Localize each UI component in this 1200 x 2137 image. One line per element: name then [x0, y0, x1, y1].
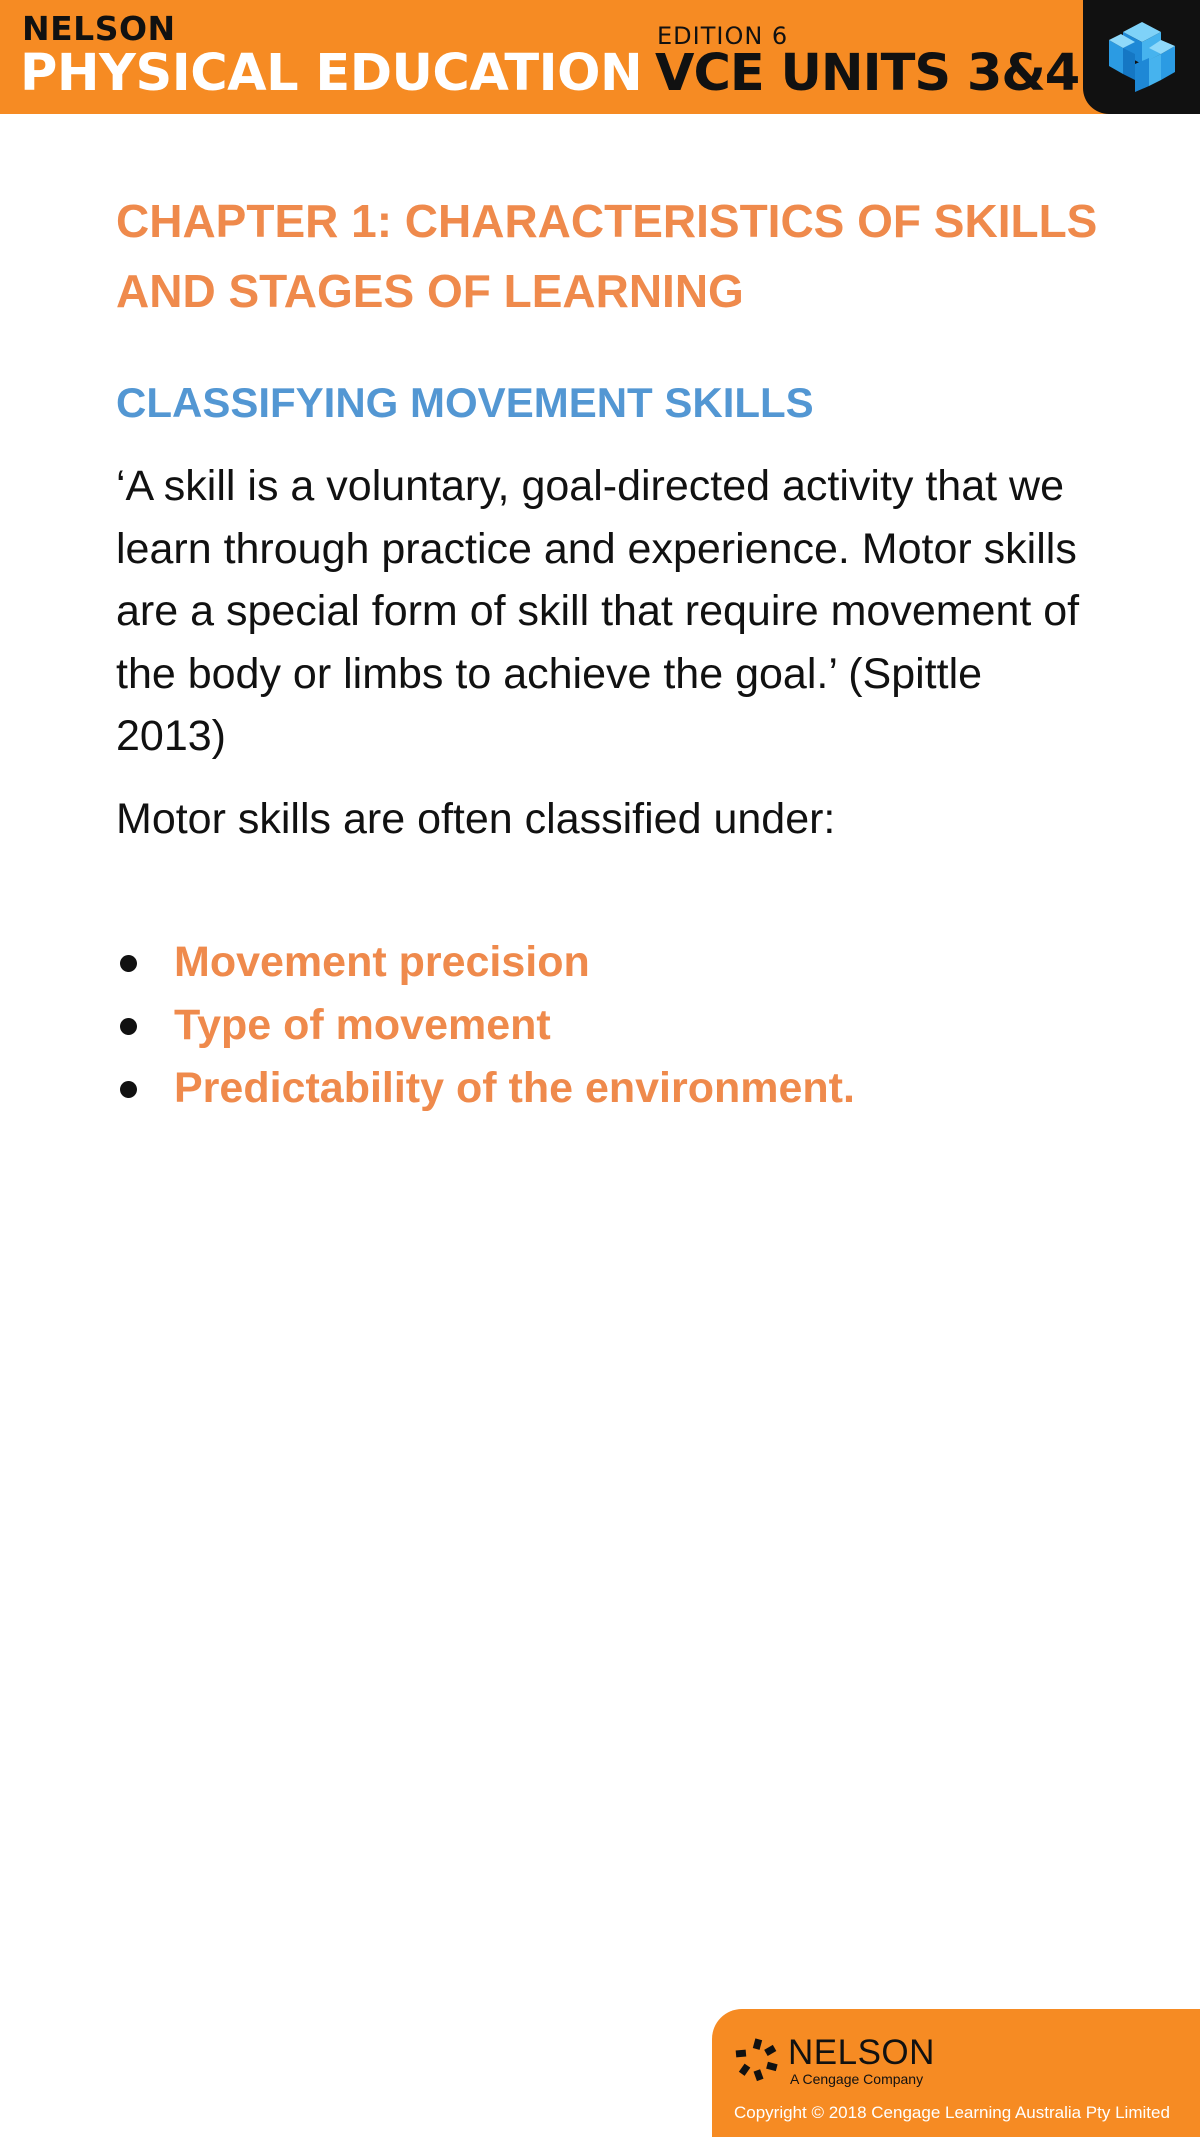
copyright-notice: Copyright © 2018 Cengage Learning Australia Pty Limited [734, 2103, 1170, 2122]
bullet-dot-icon [120, 1081, 137, 1098]
header-banner [0, 0, 1200, 114]
units-label: VCE UNITS 3&4 [655, 44, 1080, 103]
list-item [116, 1057, 855, 1120]
logo-box [1083, 0, 1200, 114]
nelson-sparkle-logo-icon [734, 2037, 782, 2083]
list-item-label: Predictability of the environment. [174, 1064, 855, 1112]
skill-definition-quote: ‘A skill is a voluntary, goal-directed activity that we learn through practice and experience. Motor skills are a special form of skill that require movement of the body or limbs to achieve the goal.’ (Spittle 2013) [116, 462, 1080, 760]
chapter-title: CHAPTER 1: CHARACTERISTICS OF SKILLS AND STAGES OF LEARNING [116, 195, 1098, 317]
classification-list [116, 931, 855, 1120]
bullet-dot-icon [120, 955, 137, 972]
brand-title: PHYSICAL EDUCATION [20, 44, 643, 103]
classification-intro: Motor skills are often classified under: [116, 795, 836, 843]
bullet-dot-icon [120, 1018, 137, 1035]
list-item [116, 931, 855, 994]
footer-banner [712, 2009, 1200, 2137]
brand-publisher: NELSON [22, 9, 176, 48]
footer-brand: NELSON [788, 2033, 935, 2072]
list-item [116, 994, 855, 1057]
nelson-cube-logo-icon [1105, 18, 1179, 98]
footer-subtitle: A Cengage Company [790, 2071, 924, 2087]
list-item-label: Type of movement [174, 1001, 551, 1049]
section-heading: CLASSIFYING MOVEMENT SKILLS [116, 379, 814, 426]
edition-label: EDITION 6 [657, 22, 789, 50]
list-item-label: Movement precision [174, 938, 590, 986]
